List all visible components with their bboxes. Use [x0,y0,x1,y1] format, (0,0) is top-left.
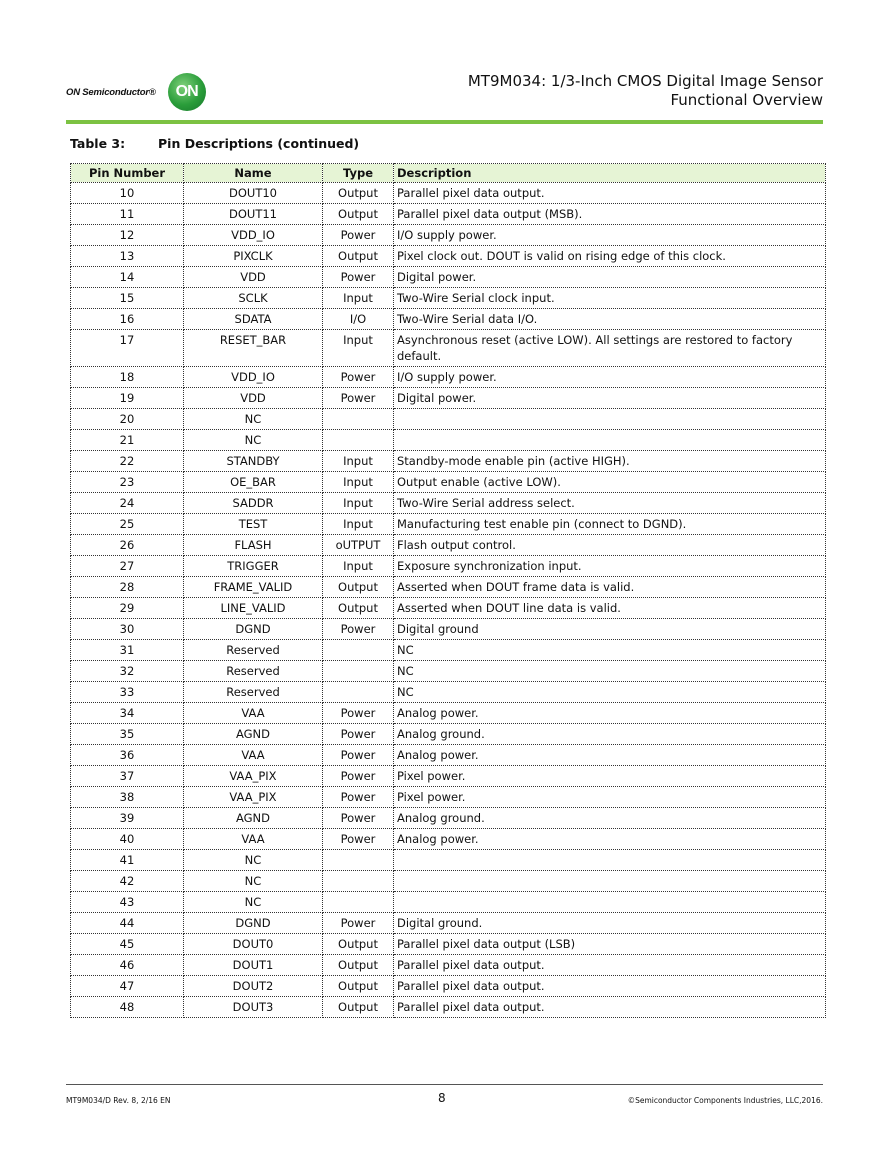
table-row [71,829,826,850]
pin-type-cell [323,871,394,892]
pin-description-cell [394,892,826,913]
pin-type-cell [323,409,394,430]
pin-description-cell: Asserted when DOUT line data is valid. [394,598,826,619]
pin-type-cell: Input [323,493,394,514]
pin-number-cell: 38 [71,787,184,808]
table-row [71,267,826,288]
pin-number-cell: 34 [71,703,184,724]
pin-name-cell: FRAME_VALID [184,577,323,598]
pin-type-cell [323,661,394,682]
pin-description-cell: I/O supply power. [394,225,826,246]
table-row [71,766,826,787]
pin-type-cell: Output [323,997,394,1018]
pin-number-cell: 21 [71,430,184,451]
table-row [71,703,826,724]
pin-number-cell: 48 [71,997,184,1018]
pin-type-cell [323,892,394,913]
pin-type-cell: Power [323,913,394,934]
pin-name-cell: DOUT3 [184,997,323,1018]
pin-description-cell: Two-Wire Serial clock input. [394,288,826,309]
pin-name-cell: NC [184,430,323,451]
pin-type-cell: Input [323,472,394,493]
pin-description-cell [394,850,826,871]
pin-description-cell: NC [394,682,826,703]
pin-description-cell: Analog ground. [394,724,826,745]
pin-number-cell: 15 [71,288,184,309]
table-row [71,493,826,514]
pin-number-cell: 43 [71,892,184,913]
pin-name-cell: VDD [184,388,323,409]
pin-number-cell: 28 [71,577,184,598]
table-row [71,619,826,640]
table-row [71,535,826,556]
pin-description-cell [394,871,826,892]
pin-name-cell: VDD [184,267,323,288]
pin-name-cell: DOUT11 [184,204,323,225]
pin-description-cell: Exposure synchronization input. [394,556,826,577]
pin-number-cell: 12 [71,225,184,246]
table-row [71,288,826,309]
pin-description-cell: Flash output control. [394,535,826,556]
pin-number-cell: 44 [71,913,184,934]
pin-number-cell: 27 [71,556,184,577]
pin-name-cell: STANDBY [184,451,323,472]
pin-name-cell: LINE_VALID [184,598,323,619]
pin-name-cell: VAA_PIX [184,766,323,787]
pin-number-cell: 25 [71,514,184,535]
pin-description-cell: Digital ground. [394,913,826,934]
pin-name-cell: TRIGGER [184,556,323,577]
pin-type-cell: Power [323,745,394,766]
page-number: 8 [438,1091,446,1105]
pin-name-cell: VAA [184,703,323,724]
footer-divider [66,1084,823,1085]
pin-description-cell: Pixel power. [394,787,826,808]
pin-number-cell: 16 [71,309,184,330]
pin-type-cell: Output [323,976,394,997]
brand-name: ON Semiconductor® [66,86,156,98]
table-row [71,225,826,246]
pin-name-cell: Reserved [184,682,323,703]
table-row [71,388,826,409]
pin-type-cell: Output [323,183,394,204]
pin-name-cell: NC [184,850,323,871]
table-row [71,955,826,976]
table-row [71,745,826,766]
pin-number-cell: 37 [71,766,184,787]
pin-description-cell: Analog power. [394,703,826,724]
pin-number-cell: 13 [71,246,184,267]
pin-number-cell: 41 [71,850,184,871]
pin-type-cell: Power [323,829,394,850]
pin-description-cell: Output enable (active LOW). [394,472,826,493]
header-divider [66,120,823,124]
table-row [71,451,826,472]
table-row [71,976,826,997]
pin-type-cell: Output [323,934,394,955]
pin-name-cell: VAA_PIX [184,787,323,808]
table-row [71,808,826,829]
pin-number-cell: 19 [71,388,184,409]
pin-number-cell: 23 [71,472,184,493]
pin-description-cell: Asserted when DOUT frame data is valid. [394,577,826,598]
table-row [71,330,826,367]
pin-number-cell: 22 [71,451,184,472]
pin-name-cell: DGND [184,619,323,640]
document-id: MT9M034/D Rev. 8, 2/16 EN [66,1096,171,1105]
pin-name-cell: VAA [184,745,323,766]
table-row [71,409,826,430]
pin-name-cell: SADDR [184,493,323,514]
pin-description-cell: Pixel power. [394,766,826,787]
pin-name-cell: DOUT10 [184,183,323,204]
pin-description-cell: Asynchronous reset (active LOW). All settings are restored to factory default. [394,330,826,367]
pin-number-cell: 45 [71,934,184,955]
col-header-description: Description [394,164,826,183]
pin-description-cell: Digital power. [394,267,826,288]
pin-name-cell: DOUT1 [184,955,323,976]
table-row [71,430,826,451]
pin-type-cell: Power [323,766,394,787]
table-row [71,472,826,493]
pin-name-cell: SDATA [184,309,323,330]
pin-type-cell: Output [323,598,394,619]
pin-description-cell: Standby-mode enable pin (active HIGH). [394,451,826,472]
pin-number-cell: 30 [71,619,184,640]
pin-type-cell: Power [323,724,394,745]
pin-description-cell: Parallel pixel data output (LSB) [394,934,826,955]
table-row [71,598,826,619]
pin-type-cell: Power [323,388,394,409]
pin-type-cell: Input [323,451,394,472]
pin-number-cell: 17 [71,330,184,367]
table-row [71,183,826,204]
copyright: ©Semiconductor Components Industries, LLC,2016. [627,1096,823,1105]
pin-name-cell: VDD_IO [184,367,323,388]
pin-name-cell: Reserved [184,661,323,682]
pin-name-cell: AGND [184,808,323,829]
pin-description-cell: Two-Wire Serial data I/O. [394,309,826,330]
pin-type-cell: Output [323,955,394,976]
document-header [468,72,823,110]
col-header-pin-number: Pin Number [71,164,184,183]
table-row [71,514,826,535]
pin-type-cell: I/O [323,309,394,330]
pin-name-cell: PIXCLK [184,246,323,267]
pin-name-cell: VDD_IO [184,225,323,246]
pin-type-cell: Input [323,288,394,309]
pin-description-cell: Parallel pixel data output. [394,955,826,976]
pin-type-cell: Output [323,577,394,598]
table-row [71,850,826,871]
col-header-name: Name [184,164,323,183]
pin-name-cell: DGND [184,913,323,934]
table-row [71,309,826,330]
pin-number-cell: 11 [71,204,184,225]
table-row [71,997,826,1018]
pin-name-cell: SCLK [184,288,323,309]
pin-name-cell: VAA [184,829,323,850]
pin-number-cell: 33 [71,682,184,703]
pin-description-cell: Analog ground. [394,808,826,829]
pin-type-cell: Input [323,330,394,367]
pin-name-cell: NC [184,409,323,430]
pin-name-cell: AGND [184,724,323,745]
pin-name-cell: NC [184,871,323,892]
pin-name-cell: RESET_BAR [184,330,323,367]
pin-name-cell: TEST [184,514,323,535]
table-row [71,204,826,225]
pin-type-cell [323,850,394,871]
table-row [71,787,826,808]
pin-description-cell: Analog power. [394,745,826,766]
pin-number-cell: 24 [71,493,184,514]
pin-type-cell: Input [323,514,394,535]
table-row [71,367,826,388]
pin-description-cell: NC [394,661,826,682]
pin-number-cell: 14 [71,267,184,288]
table-number: Table 3: [70,136,126,151]
pin-type-cell [323,430,394,451]
pin-description-cell: Analog power. [394,829,826,850]
pin-description-cell: Two-Wire Serial address select. [394,493,826,514]
document-title: MT9M034: 1/3-Inch CMOS Digital Image Sensor [467,72,823,90]
pin-type-cell [323,640,394,661]
pin-type-cell: Power [323,367,394,388]
table-row [71,871,826,892]
company-logo [66,73,206,111]
section-title: Functional Overview [670,91,823,109]
pin-number-cell: 26 [71,535,184,556]
pin-description-cell: NC [394,640,826,661]
pin-name-cell: NC [184,892,323,913]
pin-description-cell: Manufacturing test enable pin (connect to DGND). [394,514,826,535]
pin-type-cell: Power [323,787,394,808]
table-row [71,892,826,913]
table-row [71,934,826,955]
table-row [71,724,826,745]
table-row [71,577,826,598]
pin-number-cell: 20 [71,409,184,430]
on-logo-icon: ON [168,73,206,111]
pin-number-cell: 46 [71,955,184,976]
pin-description-cell: Parallel pixel data output. [394,976,826,997]
pin-number-cell: 47 [71,976,184,997]
pin-type-cell [323,682,394,703]
table-title: Pin Descriptions (continued) [158,136,360,151]
table-row [71,556,826,577]
pin-name-cell: Reserved [184,640,323,661]
pin-description-cell: Pixel clock out. DOUT is valid on rising edge of this clock. [394,246,826,267]
pin-description-cell [394,409,826,430]
pin-number-cell: 32 [71,661,184,682]
pin-name-cell: DOUT2 [184,976,323,997]
pin-description-cell: I/O supply power. [394,367,826,388]
pin-type-cell: Power [323,619,394,640]
pin-number-cell: 42 [71,871,184,892]
pin-type-cell: Input [323,556,394,577]
pin-description-cell: Parallel pixel data output (MSB). [394,204,826,225]
pin-number-cell: 35 [71,724,184,745]
pin-name-cell: DOUT0 [184,934,323,955]
col-header-type: Type [323,164,394,183]
pin-number-cell: 29 [71,598,184,619]
pin-type-cell: Power [323,808,394,829]
pin-number-cell: 18 [71,367,184,388]
table-header-row [71,164,826,183]
pin-type-cell: Power [323,225,394,246]
table-row [71,640,826,661]
pin-description-cell: Parallel pixel data output. [394,183,826,204]
pin-description-cell: Parallel pixel data output. [394,997,826,1018]
table-row [71,682,826,703]
pin-type-cell: Power [323,703,394,724]
table-caption [70,136,359,151]
pin-description-cell: Digital ground [394,619,826,640]
pin-name-cell: FLASH [184,535,323,556]
pin-type-cell: oUTPUT [323,535,394,556]
pin-number-cell: 10 [71,183,184,204]
pin-description-cell: Digital power. [394,388,826,409]
pin-number-cell: 31 [71,640,184,661]
pin-number-cell: 40 [71,829,184,850]
pin-type-cell: Output [323,204,394,225]
table-row [71,661,826,682]
pin-type-cell: Output [323,246,394,267]
pin-descriptions-table [70,163,826,1018]
pin-type-cell: Power [323,267,394,288]
table-row [71,913,826,934]
pin-number-cell: 39 [71,808,184,829]
pin-description-cell [394,430,826,451]
table-row [71,246,826,267]
pin-number-cell: 36 [71,745,184,766]
pin-name-cell: OE_BAR [184,472,323,493]
